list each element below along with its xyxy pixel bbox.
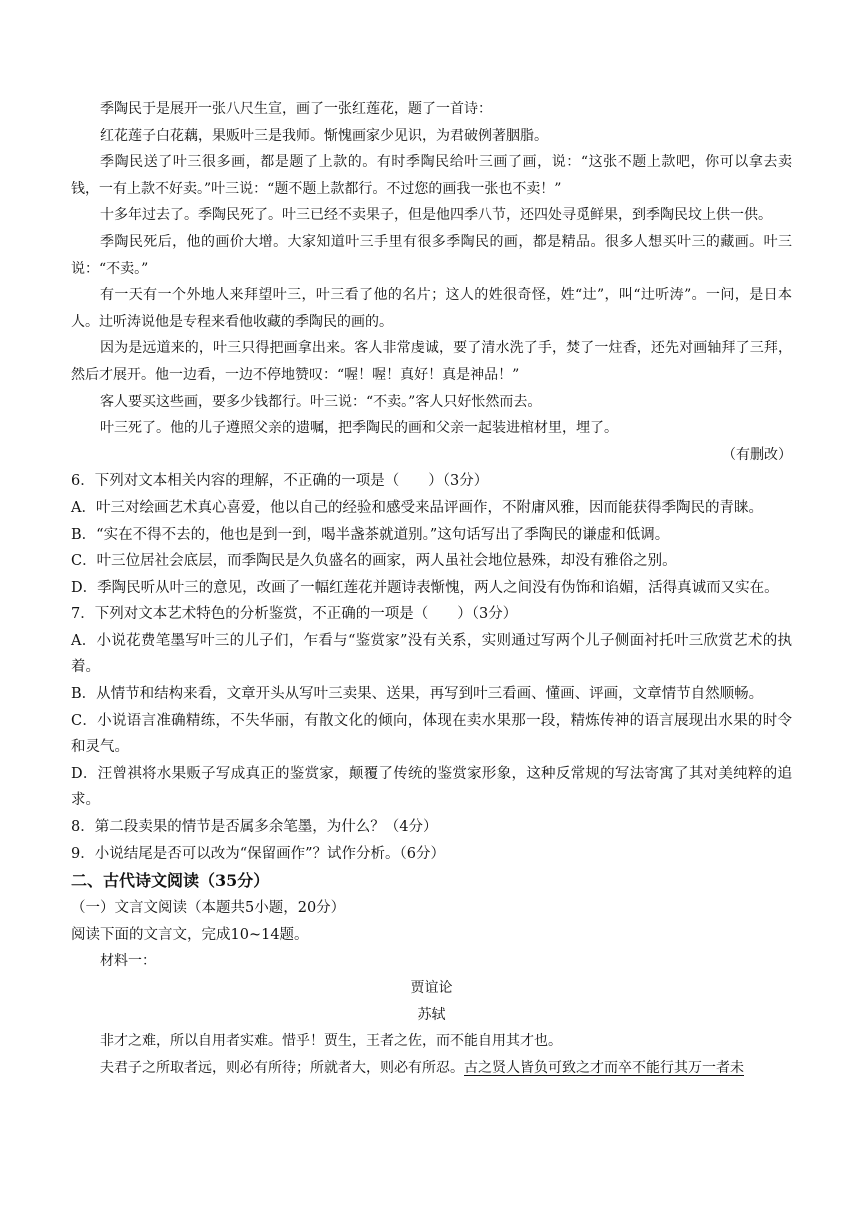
question-6-option-b: B．“实在不得不去的，他也是到一到，喝半盏茶就道别。”这句话写出了季陶民的谦虚和低调。 (71, 526, 670, 543)
section-2 (71, 867, 792, 1081)
story-paragraph: 十多年过去了。季陶民死了。叶三已经不卖果子，但是他四季八节，还四处寻觅鲜果，到季陶民坟上供一供。 (100, 207, 772, 224)
section-heading: 二、古代诗文阅读（35分） (71, 871, 270, 891)
question-8: 8．第二段卖果的情节是否属多余笔墨，为什么？（4分） (71, 819, 438, 836)
story-paragraph: 有一天有一个外地人来拜望叶三，叶三看了他的名片；这人的姓很奇怪，姓“辻”，叫“辻听涛”。一问，是日本人。辻听涛说他是专程来看他收藏的季陶民的画的。 (71, 287, 792, 330)
source-note: （有删改） (722, 446, 792, 463)
essay-line-text: 夫君子之所取者远，则必有所待；所就者大，则必有所忍。 (100, 1059, 464, 1076)
story-paragraph: 季陶民于是展开一张八尺生宣，画了一张红莲花，题了一首诗： (100, 101, 492, 117)
essay-line (71, 1055, 792, 1082)
question-6: 6．下列对文本相关内容的理解，不正确的一项是（ ）（3分） (71, 473, 489, 490)
story-excerpt (71, 96, 792, 468)
question-6-option-a: A．叶三对绘画艺术真心喜爱，他以自己的经验和感受来品评画作，不附庸风雅，因而能获得季陶民的青睐。 (71, 499, 763, 516)
poem-line: 红花莲子白花藕，果贩叶三是我师。惭愧画家少见识，为君破例著胭脂。 (100, 127, 548, 144)
question-7: 7．下列对文本艺术特色的分析鉴赏，不正确的一项是（ ）（3分） (71, 606, 518, 623)
essay-title: 贾谊论 (410, 980, 453, 996)
subsection-heading: （一）文言文阅读（本题共5小题，20分） (71, 900, 346, 917)
question-6-option-d: D．季陶民听从叶三的意见，改画了一幅红莲花并题诗表惭愧，两人之间没有伪饰和谄媚，活得真诚而又实在。 (71, 579, 779, 596)
question-9: 9．小说结尾是否可以改为“保留画作”？试作分析。（6分） (71, 845, 446, 862)
question-list (71, 468, 792, 867)
story-paragraph: 季陶民送了叶三很多画，都是题了上款的。有时季陶民给叶三画了画，说：“这张不题上款吧，你可以拿去卖钱，一有上款不好卖。”叶三说：“题不题上款都行。不过您的画我一张也不卖！” (71, 154, 792, 197)
material-label: 材料一： (100, 953, 156, 970)
story-paragraph: 客人要买这些画，要多少钱都行。叶三说：“不卖。”客人只好怅然而去。 (100, 393, 542, 410)
essay-author: 苏轼 (417, 1006, 446, 1023)
content-column (71, 96, 792, 1081)
reading-instruction: 阅读下面的文言文，完成10~14题。 (71, 926, 309, 943)
story-paragraph: 季陶民死后，他的画价大增。大家知道叶三手里有很多季陶民的画，都是精品。很多人想买叶三的藏画。叶三说：“不卖。” (71, 233, 792, 277)
story-paragraph: 叶三死了。他的儿子遵照父亲的遗嘱，把季陶民的画和父亲一起装进棺材里，埋了。 (100, 420, 618, 437)
underlined-sentence: 古之贤人皆负可致之才而卒不能行其万一者未 (464, 1059, 744, 1076)
question-7-option-a: A．小说花费笔墨写叶三的儿子们，乍看与“鉴赏家”没有关系，实则通过写两个儿子侧面衬托叶三欣赏艺术的执着。 (71, 632, 792, 676)
story-paragraph: 因为是远道来的，叶三只得把画拿出来。客人非常虔诚，要了清水洗了手，焚了一炷香，还先对画轴拜了三拜，然后才展开。他一边看，一边不停地赞叹：“喔！喔！真好！真是神品！” (71, 340, 792, 383)
essay-line: 非才之难，所以自用者实难。惜乎！贾生，王者之佐，而不能自用其才也。 (100, 1033, 562, 1050)
question-7-option-c: C．小说语言准确精练，不失华丽，有散文化的倾向，体现在卖水果那一段，精炼传神的语言展现出水果的时令和灵气。 (71, 712, 792, 756)
question-7-option-b: B．从情节和结构来看，文章开头从写叶三卖果、送果，再写到叶三看画、懂画、评画，文章情节自然顺畅。 (71, 686, 764, 703)
question-6-option-c: C．叶三位居社会底层，而季陶民是久负盛名的画家，两人虽社会地位悬殊，却没有雅俗之别。 (71, 553, 677, 570)
question-7-option-d: D．汪曾祺将水果贩子写成真正的鉴赏家，颠覆了传统的鉴赏家形象，这种反常规的写法寄寓了其对美纯粹的追求。 (71, 765, 792, 809)
